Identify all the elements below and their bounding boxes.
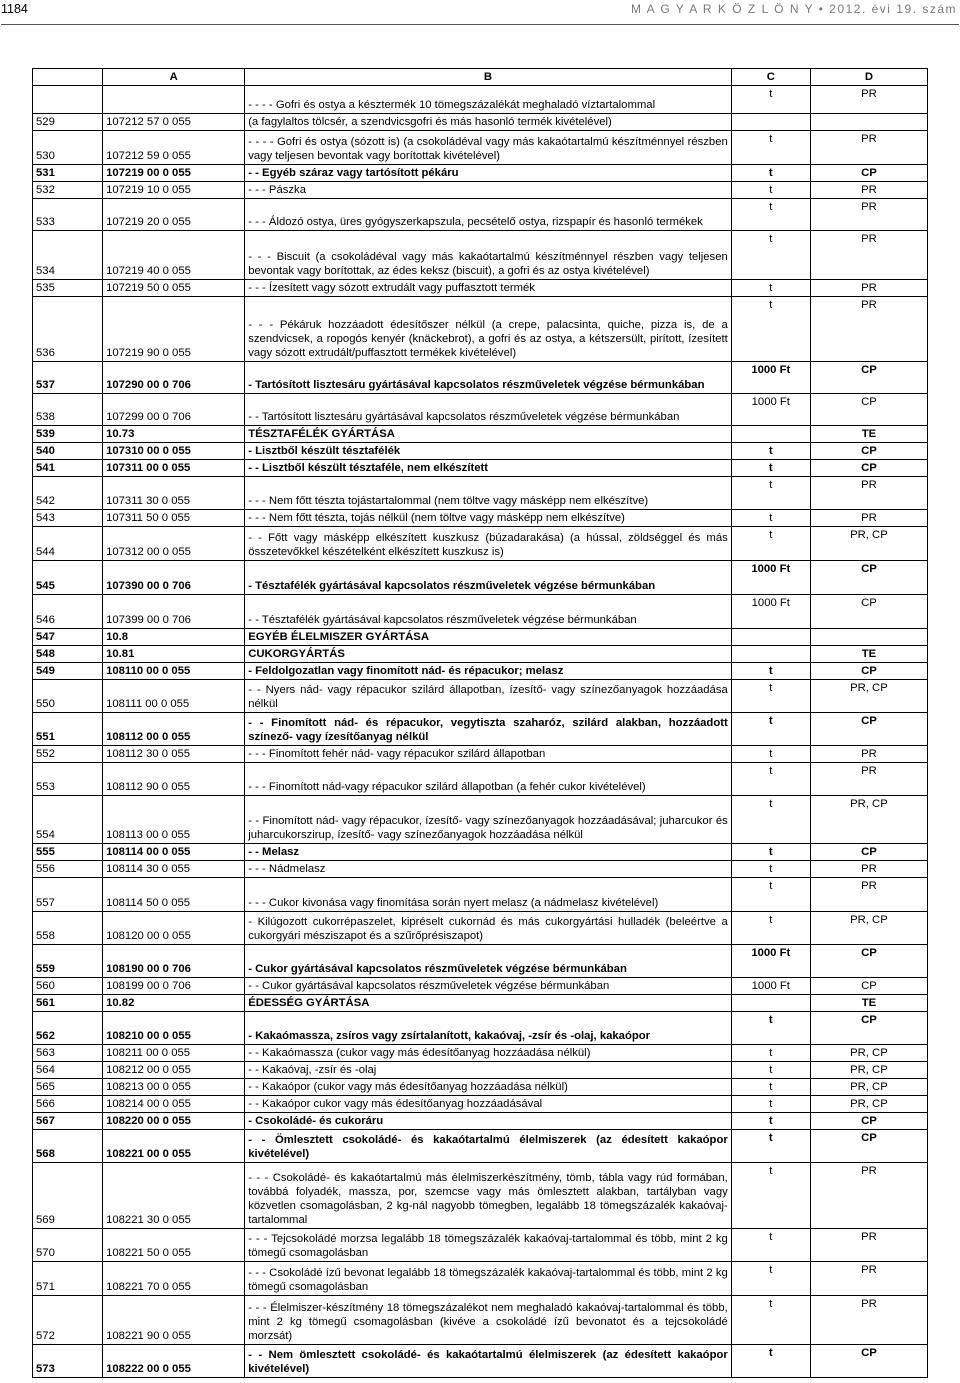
row-number: 540 [33,443,103,460]
row-number: 560 [33,978,103,995]
row-number: 545 [33,561,103,595]
row-description: - Feldolgozatlan vagy finomított nád- és répacukor; melasz [245,663,732,680]
table-row [33,280,928,297]
row-type: PR, CP [810,1062,927,1079]
row-type: PR, CP [810,1096,927,1113]
row-unit [731,629,810,646]
row-number: 552 [33,746,103,763]
table-row [33,1079,928,1096]
row-type: PR [810,1262,927,1296]
row-unit: t [731,844,810,861]
row-type: PR [810,477,927,510]
row-unit: t [731,86,810,114]
column-header-d: D [810,69,927,86]
table-row [33,663,928,680]
row-type: CP [810,1113,927,1130]
row-type: TE [810,426,927,443]
row-type: PR [810,199,927,231]
row-type: PR [810,231,927,280]
table-row [33,595,928,629]
row-description: CUKORGYÁRTÁS [245,646,732,663]
column-header-number [33,69,103,86]
row-description: - - - Tejcsokoládé morzsa legalább 18 tömegszázalék kakaóvaj-tartalommal és több, mint 2 kg tömegű csomagolásban [245,1229,732,1262]
row-code: 10.81 [103,646,245,663]
row-unit: 1000 Ft [731,978,810,995]
row-number: 533 [33,199,103,231]
journal-title: M A G Y A R K Ö Z L Ö N Y • 2012. évi 19. szám [631,2,957,16]
row-unit: t [731,713,810,746]
row-type: CP [810,978,927,995]
row-number: 548 [33,646,103,663]
row-code: 107399 00 0 706 [103,595,245,629]
row-unit: t [731,1345,810,1378]
row-unit [731,114,810,131]
row-number: 554 [33,796,103,844]
row-unit: t [731,460,810,477]
row-number: 555 [33,844,103,861]
row-type: PR [810,280,927,297]
table-row [33,945,928,978]
row-code: 107212 57 0 055 [103,114,245,131]
row-code: 108221 50 0 055 [103,1229,245,1262]
row-unit: 1000 Ft [731,394,810,426]
table-row [33,199,928,231]
row-description: - - Tartósított lisztesáru gyártásával kapcsolatos részműveletek végzése bérmunkában [245,394,732,426]
table-row [33,995,928,1012]
row-description: - - Finomított nád- vagy répacukor, ízesítő- vagy színezőanyagok hozzáadásával; juharcukor és juharcukorszirup, ízesítő- vagy színezőanyagok hozzáadása nélkül [245,796,732,844]
row-description: - - Kakaópor cukor vagy más édesítőanyag hozzáadásával [245,1096,732,1113]
row-unit: t [731,1045,810,1062]
row-number: 557 [33,878,103,912]
row-description: - - - Csokoládé- és kakaótartalmú más élelmiszerkészítmény, tömb, tábla vagy rúd formában, továbbá folyadék, massza, por, szemcse vagy más ömlesztett alakban, tartályban vagy közvetlen csomagolásban, 2 kg-nál nagyobb tömegben, legalább 18 tömegszázalék kakaóvaj-tartalommal [245,1163,732,1229]
table-row [33,297,928,362]
table-row [33,86,928,114]
row-unit: t [731,477,810,510]
page-header [1,0,959,25]
row-type: CP [810,561,927,595]
row-code: 107311 50 0 055 [103,510,245,527]
row-code: 107219 00 0 055 [103,165,245,182]
row-unit: t [731,796,810,844]
row-type: PR [810,131,927,165]
row-description: - - Kakaópor (cukor vagy más édesítőanyag hozzáadása nélkül) [245,1079,732,1096]
row-type: PR [810,1163,927,1229]
table-row [33,844,928,861]
row-code: 108120 00 0 055 [103,912,245,945]
row-number: 565 [33,1079,103,1096]
row-number: 541 [33,460,103,477]
row-unit: t [731,182,810,199]
table-row [33,1113,928,1130]
table-row [33,394,928,426]
table-row [33,1045,928,1062]
row-type: CP [810,460,927,477]
row-unit: t [731,297,810,362]
row-number: 551 [33,713,103,746]
table-row [33,1012,928,1045]
row-code: 107212 59 0 055 [103,131,245,165]
row-type: PR [810,1296,927,1345]
row-number: 566 [33,1096,103,1113]
row-code: 107311 30 0 055 [103,477,245,510]
row-description: - - - Ízesített vagy sózott extrudált vagy puffasztott termék [245,280,732,297]
row-unit: 1000 Ft [731,561,810,595]
row-type: CP [810,394,927,426]
row-type: PR, CP [810,912,927,945]
row-number: 529 [33,114,103,131]
row-code: 108221 00 0 055 [103,1130,245,1163]
row-unit: t [731,1113,810,1130]
row-description: - - - Nem főtt tészta tojástartalommal (nem töltve vagy másképp nem elkészítve) [245,477,732,510]
row-code: 107290 00 0 706 [103,362,245,394]
row-code: 108221 30 0 055 [103,1163,245,1229]
row-unit: t [731,527,810,561]
table-row [33,912,928,945]
row-code: 108114 30 0 055 [103,861,245,878]
row-number: 556 [33,861,103,878]
row-unit [731,426,810,443]
row-code: 107311 00 0 055 [103,460,245,477]
row-number: 562 [33,1012,103,1045]
row-code: 108114 00 0 055 [103,844,245,861]
table-row [33,1296,928,1345]
row-number [33,86,103,114]
row-type: CP [810,443,927,460]
row-code: 107219 10 0 055 [103,182,245,199]
row-description: - - - Finomított fehér nád- vagy répacukor szilárd állapotban [245,746,732,763]
row-number: 573 [33,1345,103,1378]
table-row [33,1345,928,1378]
row-description: - - Főtt vagy másképp elkészített kuszkusz (búzadarakása) (a hússal, zöldséggel és más összetevőkkel készételként elkészített kuszkusz is) [245,527,732,561]
row-unit: t [731,131,810,165]
row-code: 108214 00 0 055 [103,1096,245,1113]
row-code: 108113 00 0 055 [103,796,245,844]
row-description: - - - Biscuit (a csokoládéval vagy más kakaótartalmú készítménnyel részben vagy teljesen bevontak vagy borítottak, az édes keksz (biscuit), a gofri és az ostya kivételével) [245,231,732,280]
row-type: CP [810,1012,927,1045]
row-code: 108112 30 0 055 [103,746,245,763]
row-type: CP [810,362,927,394]
table-row [33,1163,928,1229]
table-row [33,510,928,527]
row-code: 108114 50 0 055 [103,878,245,912]
row-number: 549 [33,663,103,680]
table-row [33,426,928,443]
row-type: CP [810,595,927,629]
row-number: 559 [33,945,103,978]
table-row [33,1262,928,1296]
table-row [33,1229,928,1262]
row-code: 107310 00 0 055 [103,443,245,460]
table-row [33,182,928,199]
row-type: PR [810,182,927,199]
column-header-b: B [245,69,732,86]
row-code [103,86,245,114]
row-description: - Cukor gyártásával kapcsolatos részműveletek végzése bérmunkában [245,945,732,978]
row-number: 539 [33,426,103,443]
row-code: 107299 00 0 706 [103,394,245,426]
table-row [33,561,928,595]
row-type: TE [810,995,927,1012]
row-code: 107219 90 0 055 [103,297,245,362]
row-code: 108190 00 0 706 [103,945,245,978]
table-row [33,1062,928,1079]
table-row [33,527,928,561]
row-code: 10.82 [103,995,245,1012]
row-type: PR [810,763,927,796]
row-code: 107219 50 0 055 [103,280,245,297]
row-type: PR [810,878,927,912]
column-header-row [33,69,928,86]
row-unit: t [731,1296,810,1345]
row-description: - - - Nádmelasz [245,861,732,878]
row-description: - Csokoládé- és cukoráru [245,1113,732,1130]
row-type: PR, CP [810,796,927,844]
row-type: CP [810,713,927,746]
table-row [33,231,928,280]
row-code: 107219 20 0 055 [103,199,245,231]
row-number: 547 [33,629,103,646]
row-type: CP [810,844,927,861]
row-code: 108111 00 0 055 [103,680,245,713]
row-code: 108110 00 0 055 [103,663,245,680]
row-type: CP [810,663,927,680]
row-number: 550 [33,680,103,713]
table-row [33,796,928,844]
column-header-a: A [103,69,245,86]
row-type: PR, CP [810,680,927,713]
row-unit: t [731,443,810,460]
row-number: 535 [33,280,103,297]
row-description: - - Kakaóvaj, -zsír és -olaj [245,1062,732,1079]
table-row [33,443,928,460]
row-type: CP [810,1130,927,1163]
row-type: PR [810,86,927,114]
row-description: - - Nyers nád- vagy répacukor szilárd állapotban, ízesítő- vagy színezőanyagok hozzáadása nélkül [245,680,732,713]
row-code: 108212 00 0 055 [103,1062,245,1079]
row-description: - - - Pászka [245,182,732,199]
row-code: 108211 00 0 055 [103,1045,245,1062]
row-description: - - - Pékáruk hozzáadott édesítőszer nélkül (a crepe, palacsinta, quiche, pizza is, de a szendvicsek, a ropogós kenyér (knäckebrot), a gofri és az ostya, a kétszersült, pirított, ízesített vagy sózott extrudált/puffasztott termékek kivételével) [245,297,732,362]
table-row [33,978,928,995]
row-description: ÉDESSÉG GYÁRTÁSA [245,995,732,1012]
row-description: - Tésztafélék gyártásával kapcsolatos részműveletek végzése bérmunkában [245,561,732,595]
table-row [33,165,928,182]
row-unit: 1000 Ft [731,945,810,978]
row-type [810,629,927,646]
row-code: 108221 70 0 055 [103,1262,245,1296]
row-number: 571 [33,1262,103,1296]
row-number: 538 [33,394,103,426]
row-number: 536 [33,297,103,362]
table-row [33,131,928,165]
table-row [33,1096,928,1113]
table-row [33,1130,928,1163]
row-code: 107390 00 0 706 [103,561,245,595]
row-unit: t [731,1096,810,1113]
row-description: - Tartósított lisztesáru gyártásával kapcsolatos részműveletek végzése bérmunkában [245,362,732,394]
row-number: 532 [33,182,103,199]
table-row [33,646,928,663]
row-description: - - - Finomított nád-vagy répacukor szilárd állapotban (a fehér cukor kivételével) [245,763,732,796]
row-type: PR [810,297,927,362]
row-number: 569 [33,1163,103,1229]
row-description: - - Cukor gyártásával kapcsolatos részműveletek végzése bérmunkában [245,978,732,995]
table-row [33,477,928,510]
row-unit: 1000 Ft [731,362,810,394]
row-code: 108213 00 0 055 [103,1079,245,1096]
row-type [810,114,927,131]
row-unit: t [731,1130,810,1163]
row-type: PR, CP [810,1079,927,1096]
row-code: 107219 40 0 055 [103,231,245,280]
row-type: PR [810,1229,927,1262]
row-number: 558 [33,912,103,945]
row-number: 543 [33,510,103,527]
row-unit: t [731,1163,810,1229]
row-type: PR [810,746,927,763]
row-description: EGYÉB ÉLELMISZER GYÁRTÁSA [245,629,732,646]
row-description: - - - Nem főtt tészta, tojás nélkül (nem töltve vagy másképp nem elkészítve) [245,510,732,527]
row-unit: t [731,510,810,527]
row-description: - - Kakaómassza (cukor vagy más édesítőanyag hozzáadása nélkül) [245,1045,732,1062]
row-description: - - Egyéb száraz vagy tartósított pékáru [245,165,732,182]
table-row [33,861,928,878]
table-row [33,680,928,713]
row-description: - - Tésztafélék gyártásával kapcsolatos részműveletek végzése bérmunkában [245,595,732,629]
row-type: CP [810,1345,927,1378]
row-code: 108222 00 0 055 [103,1345,245,1378]
row-code: 10.8 [103,629,245,646]
row-unit: t [731,1229,810,1262]
row-number: 563 [33,1045,103,1062]
row-number: 531 [33,165,103,182]
table-row [33,114,928,131]
row-type: PR [810,861,927,878]
row-description: - - Ömlesztett csokoládé- és kakaótartalmú élelmiszerek (az édesített kakaópor kivételével) [245,1130,732,1163]
row-number: 567 [33,1113,103,1130]
table-row [33,713,928,746]
row-code: 107312 00 0 055 [103,527,245,561]
row-code: 108220 00 0 055 [103,1113,245,1130]
row-unit: t [731,878,810,912]
row-code: 108221 90 0 055 [103,1296,245,1345]
table-row [33,878,928,912]
row-description: - - - Cukor kivonása vagy finomítása során nyert melasz (a nádmelasz kivételével) [245,878,732,912]
row-number: 568 [33,1130,103,1163]
row-code: 108112 00 0 055 [103,713,245,746]
row-type: PR, CP [810,527,927,561]
row-unit [731,995,810,1012]
row-number: 553 [33,763,103,796]
table-row [33,763,928,796]
row-description: - Lisztből készült tésztafélék [245,443,732,460]
row-description: - - Finomított nád- és répacukor, vegytiszta szaharóz, szilárd alakban, hozzáadott színező- vagy ízesítőanyag nélkül [245,713,732,746]
row-unit: t [731,1079,810,1096]
row-number: 534 [33,231,103,280]
row-number: 542 [33,477,103,510]
row-type: PR, CP [810,1045,927,1062]
row-unit [731,646,810,663]
row-unit: t [731,763,810,796]
row-unit: t [731,680,810,713]
row-description: - - - Csokoládé ízű bevonat legalább 18 tömegszázalék kakaóvaj-tartalommal és több, mint 2 kg tömegű csomagolásban [245,1262,732,1296]
row-number: 544 [33,527,103,561]
row-code: 108199 00 0 706 [103,978,245,995]
row-description: - - Melasz [245,844,732,861]
row-type: CP [810,165,927,182]
row-unit: t [731,746,810,763]
row-number: 564 [33,1062,103,1079]
row-description: - - - Élelmiszer-készítmény 18 tömegszázalékot nem meghaladó kakaóvaj-tartalommal és több, mint 2 kg tömegű csomagolásban (kivéve a csokoládé ízű bevonatot és a tejcsokoládé morzsát) [245,1296,732,1345]
row-number: 546 [33,595,103,629]
row-description: - Kilúgozott cukorrépaszelet, kipréselt cukornád és más cukorgyártási hulladék (beleértve a cukorgyári mésziszapot és a szűrőprésiszapot) [245,912,732,945]
row-type: TE [810,646,927,663]
row-description: TÉSZTAFÉLÉK GYÁRTÁSA [245,426,732,443]
row-number: 530 [33,131,103,165]
row-unit: t [731,165,810,182]
column-header-c: C [731,69,810,86]
row-type: PR [810,510,927,527]
row-number: 561 [33,995,103,1012]
row-number: 572 [33,1296,103,1345]
row-code: 108112 90 0 055 [103,763,245,796]
product-code-table [32,68,928,1378]
row-unit: t [731,1062,810,1079]
row-unit: t [731,199,810,231]
row-unit: t [731,1012,810,1045]
row-description: - - - - Gofri és ostya a késztermék 10 tömegszázalékát meghaladó víztartalommal [245,86,732,114]
row-code: 108210 00 0 055 [103,1012,245,1045]
row-description: - - - Áldozó ostya, üres gyógyszerkapszula, pecsételő ostya, rizspapír és hasonló termékek [245,199,732,231]
row-code: 10.73 [103,426,245,443]
row-type: CP [810,945,927,978]
row-unit: t [731,663,810,680]
table-row [33,362,928,394]
row-number: 570 [33,1229,103,1262]
table-row [33,460,928,477]
row-unit: t [731,231,810,280]
row-description: - Kakaómassza, zsíros vagy zsírtalanított, kakaóvaj, -zsír és -olaj, kakaópor [245,1012,732,1045]
row-unit: 1000 Ft [731,595,810,629]
table-row [33,746,928,763]
row-description: - - - - Gofri és ostya (sózott is) (a csokoládéval vagy más kakaótartalmú készítménnyel részben vagy teljesen bevontak vagy borítottak kivételével) [245,131,732,165]
row-description: - - Nem ömlesztett csokoládé- és kakaótartalmú élelmiszerek (az édesített kakaópor kivételével) [245,1345,732,1378]
table-row [33,629,928,646]
row-description: (a fagylaltos tölcsér, a szendvicsgofri és más hasonló termék kivételével) [245,114,732,131]
page-number: 1184 [1,2,28,16]
row-unit: t [731,861,810,878]
row-description: - - Lisztből készült tésztaféle, nem elkészített [245,460,732,477]
row-unit: t [731,912,810,945]
row-unit: t [731,1262,810,1296]
row-unit: t [731,280,810,297]
row-number: 537 [33,362,103,394]
